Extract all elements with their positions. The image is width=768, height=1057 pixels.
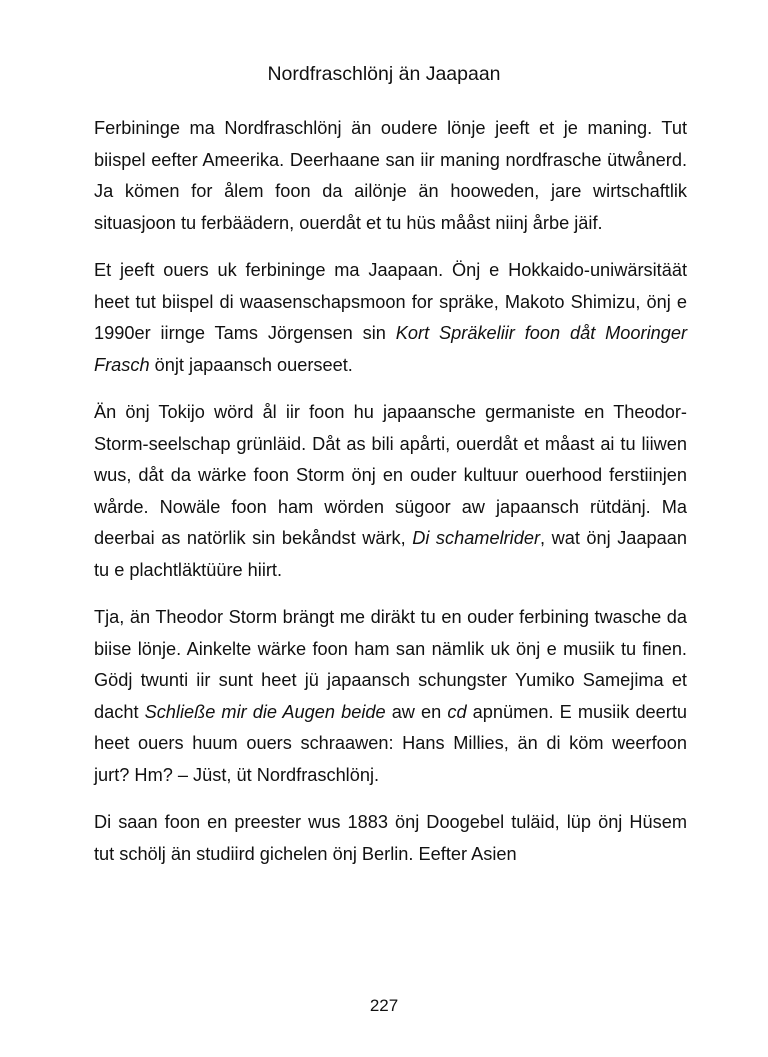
text-run: Än önj Tokijo wörd ål iir foon hu japaansche germaniste en Theodor-Storm-seelschap grünläid. Dåt as bili apårti, ouerdåt et måast ai tu liiwen wus, dåt da wärke foon Storm önj en ouder kultuur ouerhood ferstiinjen wårde. Nowäle foon ham wörden sügoor aw japaansch rütdänj. Ma deerbai as natörlik sin bekåndst wärk, xyxy=(94,402,687,548)
italic-text: Di schamelrider xyxy=(412,528,540,548)
text-run: aw en xyxy=(385,701,448,722)
italic-text: cd xyxy=(447,701,467,722)
page-number: 227 xyxy=(369,996,399,1015)
page-title: Nordfraschlönj än Jaapaan xyxy=(267,63,501,85)
italic-text: Schließe mir die Augen beide xyxy=(144,701,386,722)
text-run: Tja, än Theodor Storm brängt me diräkt tu en ouder ferbining twasche da biise lönje. Ainkelte wärke foon ham san nämlik uk önj e musiik tu finen. Gödj twunti iir sunt heet jü japaansch schungster Yumiko Samejima et dacht xyxy=(94,607,687,722)
text-run: Ferbininge ma Nordfraschlönj än oudere lönje jeeft et je maning. Tut biispel eefter Ameerika. Deerhaane san iir maning nordfrasche ütwånerd. Ja kömen for ålem foon da ailönje än hooweden, jare wirtschaftlik situasjoon tu ferbäädern, ouerdåt et tu hüs mååst niinj årbe jäif. xyxy=(94,118,687,233)
paragraph xyxy=(94,113,687,239)
italic-text: Kort Spräkeliir foon dåt Mooringer Frasch xyxy=(94,323,688,375)
text-run: , wat önj Jaapaan tu e plachtläktüüre hiirt. xyxy=(94,528,687,580)
paragraph xyxy=(94,397,687,586)
text-run: Et jeeft ouers uk ferbininge ma Jaapaan. Önj e Hokkaido-uniwärsitäät heet tut biispel di waasenschapsmoon for spräke, Makoto Shimizu, önj e 1990er iirnge Tams Jörgensen sin xyxy=(94,260,687,343)
paragraph xyxy=(94,255,687,381)
paragraph xyxy=(94,602,687,791)
paragraph xyxy=(94,807,687,870)
text-run: Di saan foon en preester wus 1883 önj Doogebel tuläid, lüp önj Hüsem tut schölj än studiird gichelen önj Berlin. Eefter Asien xyxy=(94,812,687,864)
body-text xyxy=(94,113,687,886)
text-run: önjt japaansch ouerseet. xyxy=(149,354,353,375)
text-run: apnümen. E musiik deertu heet ouers huum ouers schraawen: Hans Millies, än di köm weerfoon jurt? Hm? – Jüst, üt Nordfraschlönj. xyxy=(94,701,688,785)
